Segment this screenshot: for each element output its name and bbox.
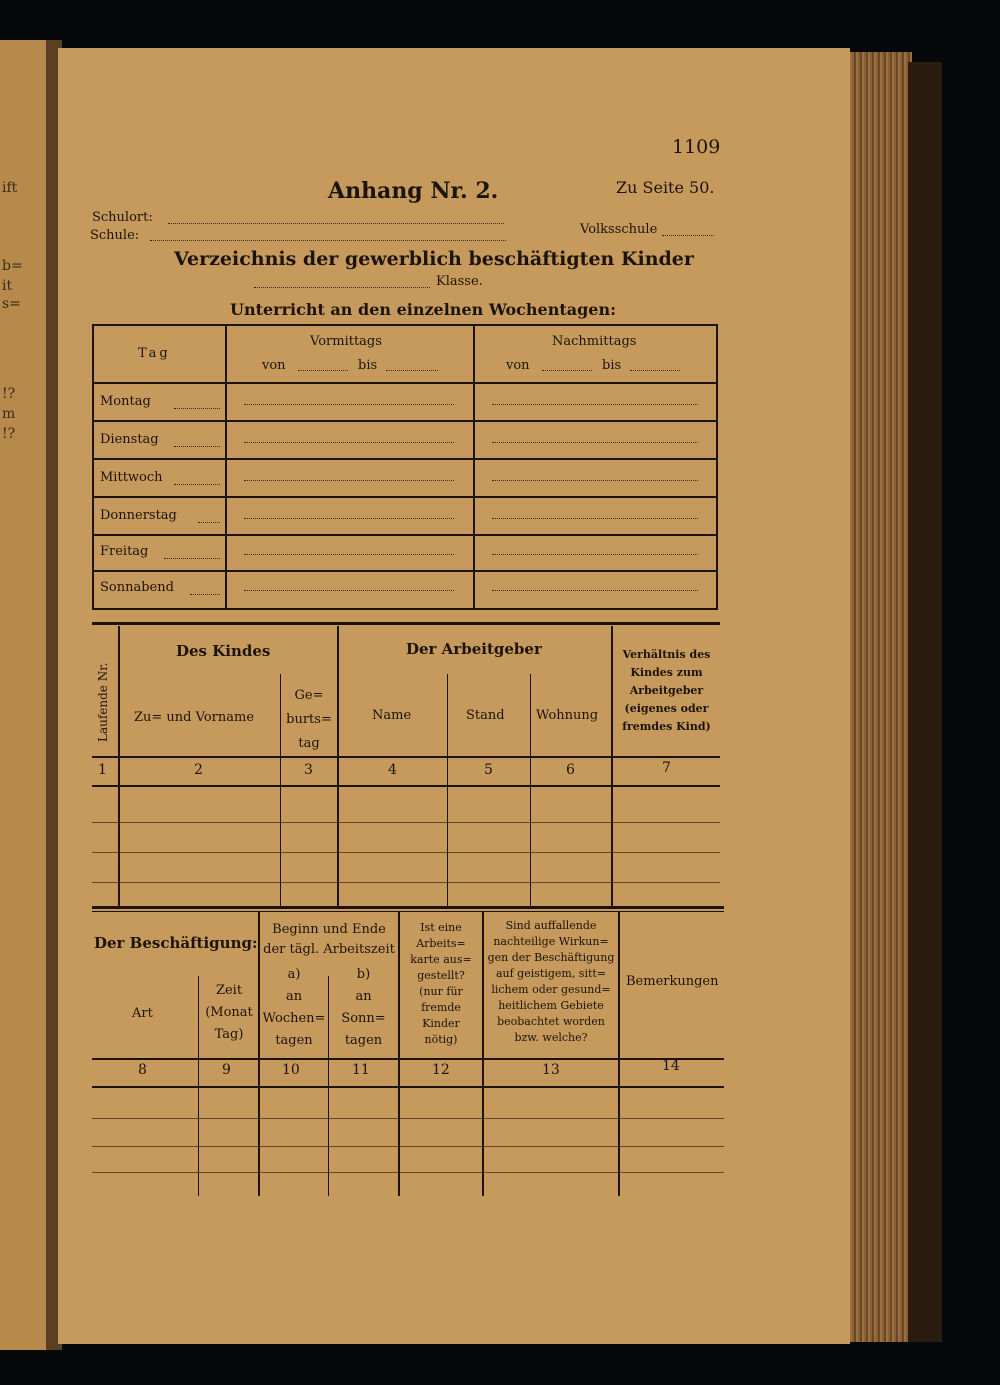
des-kindes-header: Des Kindes (176, 642, 271, 660)
verhaeltnis-header-line: fremdes Kind) (622, 720, 711, 733)
column-number: 14 (662, 1058, 680, 1074)
zeit-header-line: Tag) (214, 1027, 244, 1042)
morning-von-label: von (262, 358, 286, 373)
left-page-fragment: !? (2, 386, 16, 402)
beginn-ende-header-line: Beginn und Ende (272, 922, 386, 937)
left-page-fragment: !? (2, 426, 16, 442)
stand-header: Stand (466, 708, 505, 723)
page-title: Anhang Nr. 2. (328, 178, 499, 204)
sonntage-header-line: Sonn= (341, 1011, 386, 1026)
schedule-table (92, 324, 718, 610)
art-header: Art (132, 1006, 153, 1021)
column-number: 11 (352, 1062, 370, 1078)
volksschule-line (662, 235, 714, 236)
verhaeltnis-header-line: (eigenes oder (624, 702, 709, 715)
geburtstag-header-line: burts= (286, 712, 332, 727)
afternoon-von-label: von (506, 358, 530, 373)
left-page-fragment: s= (2, 296, 21, 312)
arbeitskarte-header-line: nötig) (424, 1033, 458, 1046)
klasse-label: Klasse. (436, 274, 483, 289)
arbeitskarte-header-line: Kinder (422, 1017, 460, 1030)
schulort-label: Schulort: (92, 210, 153, 225)
left-page-fragment: ift (2, 180, 18, 196)
auffallende-header-line: bzw. welche? (514, 1031, 588, 1044)
auffallende-header-line: beobachtet worden (497, 1015, 605, 1028)
auffallende-header-line: lichem oder gesund= (491, 983, 611, 996)
children-table (92, 622, 720, 908)
page-edges (842, 52, 912, 1342)
column-number: 13 (542, 1062, 560, 1078)
sonntage-header-line: b) (356, 967, 371, 982)
day-label: Mittwoch (100, 470, 163, 485)
employment-table (92, 906, 724, 1198)
day-label: Sonnabend (100, 580, 174, 595)
zeit-header-line: Zeit (215, 983, 243, 998)
schule-line (150, 240, 506, 241)
column-number: 6 (566, 762, 575, 778)
column-number: 1 (98, 762, 107, 778)
column-number: 9 (222, 1062, 231, 1078)
column-number: 7 (662, 760, 671, 776)
book-cover-edge (908, 62, 942, 1342)
sonntage-header-line: tagen (344, 1033, 383, 1048)
geburtstag-header-line: Ge= (294, 688, 324, 703)
column-number: 12 (432, 1062, 450, 1078)
auffallende-header-line: Sind auffallende (505, 919, 597, 932)
sonntage-header-line: an (355, 989, 372, 1004)
page-reference: Zu Seite 50. (616, 178, 715, 197)
auffallende-header-line: auf geistigem, sitt= (495, 967, 607, 980)
col-header-afternoon: Nachmittags (552, 334, 637, 349)
column-number: 5 (484, 762, 493, 778)
wochentage-header-line: an (285, 989, 303, 1004)
arbeitskarte-header-line: fremde (421, 1001, 461, 1014)
col-header-morning: Vormittags (310, 334, 382, 349)
left-page-fragment: m (2, 406, 16, 422)
arbeitgeber-header: Der Arbeitgeber (406, 640, 542, 658)
wochentage-header-line: Wochen= (262, 1011, 326, 1026)
day-label: Freitag (100, 544, 149, 559)
name-header: Name (372, 708, 412, 723)
verhaeltnis-header-line: Kindes zum (630, 666, 703, 679)
arbeitskarte-header-line: (nur für (419, 985, 463, 998)
zu-vorname-header: Zu= und Vorname (134, 710, 255, 725)
left-page-fragment: it (2, 278, 13, 294)
arbeitskarte-header-line: karte aus= (410, 953, 472, 966)
document-page (58, 48, 850, 1344)
form-subheading: Unterricht an den einzelnen Wochentagen: (230, 300, 617, 319)
schulort-line (168, 223, 504, 224)
day-label: Dienstag (100, 432, 159, 447)
verhaeltnis-header-line: Arbeitgeber (629, 684, 704, 697)
auffallende-header-line: nachteilige Wirkun= (493, 935, 609, 948)
column-number: 4 (388, 762, 397, 778)
afternoon-bis-label: bis (602, 358, 622, 373)
auffallende-header-line: heitlichem Gebiete (498, 999, 604, 1012)
column-number: 2 (194, 762, 203, 778)
col-header-day: Tag (138, 346, 171, 361)
geburtstag-header-line: tag (298, 736, 320, 751)
column-number: 3 (304, 762, 313, 778)
column-number: 10 (282, 1062, 300, 1078)
arbeitskarte-header-line: Ist eine (420, 921, 462, 934)
wohnung-header: Wohnung (536, 708, 599, 723)
wochentage-header-line: tagen (275, 1033, 313, 1048)
column-number: 8 (138, 1062, 147, 1078)
page-number: 1109 (672, 136, 721, 158)
klasse-line (254, 287, 430, 288)
auffallende-header-line: gen der Beschäftigung (487, 951, 615, 964)
day-label: Montag (100, 394, 151, 409)
volksschule-label: Volksschule (580, 222, 658, 237)
wochentage-header-line: a) (287, 967, 301, 982)
laufende-nr-label: Laufende Nr. (96, 662, 110, 742)
verhaeltnis-header-line: Verhältnis des (622, 648, 711, 661)
left-page-edge (0, 40, 52, 1350)
left-page-fragment: b= (2, 258, 23, 274)
arbeitskarte-header-line: gestellt? (417, 969, 465, 982)
day-label: Donnerstag (100, 508, 177, 523)
morning-bis-label: bis (358, 358, 378, 373)
bemerkungen-header: Bemerkungen (626, 974, 719, 989)
beschaeftigung-header: Der Beschäftigung: (94, 934, 258, 952)
schule-label: Schule: (90, 228, 140, 243)
zeit-header-line: (Monat (205, 1005, 253, 1020)
beginn-ende-header-line: der tägl. Arbeitszeit (263, 942, 395, 957)
arbeitskarte-header-line: Arbeits= (416, 937, 466, 950)
form-heading: Verzeichnis der gewerblich beschäftigten Kinder (174, 248, 694, 270)
